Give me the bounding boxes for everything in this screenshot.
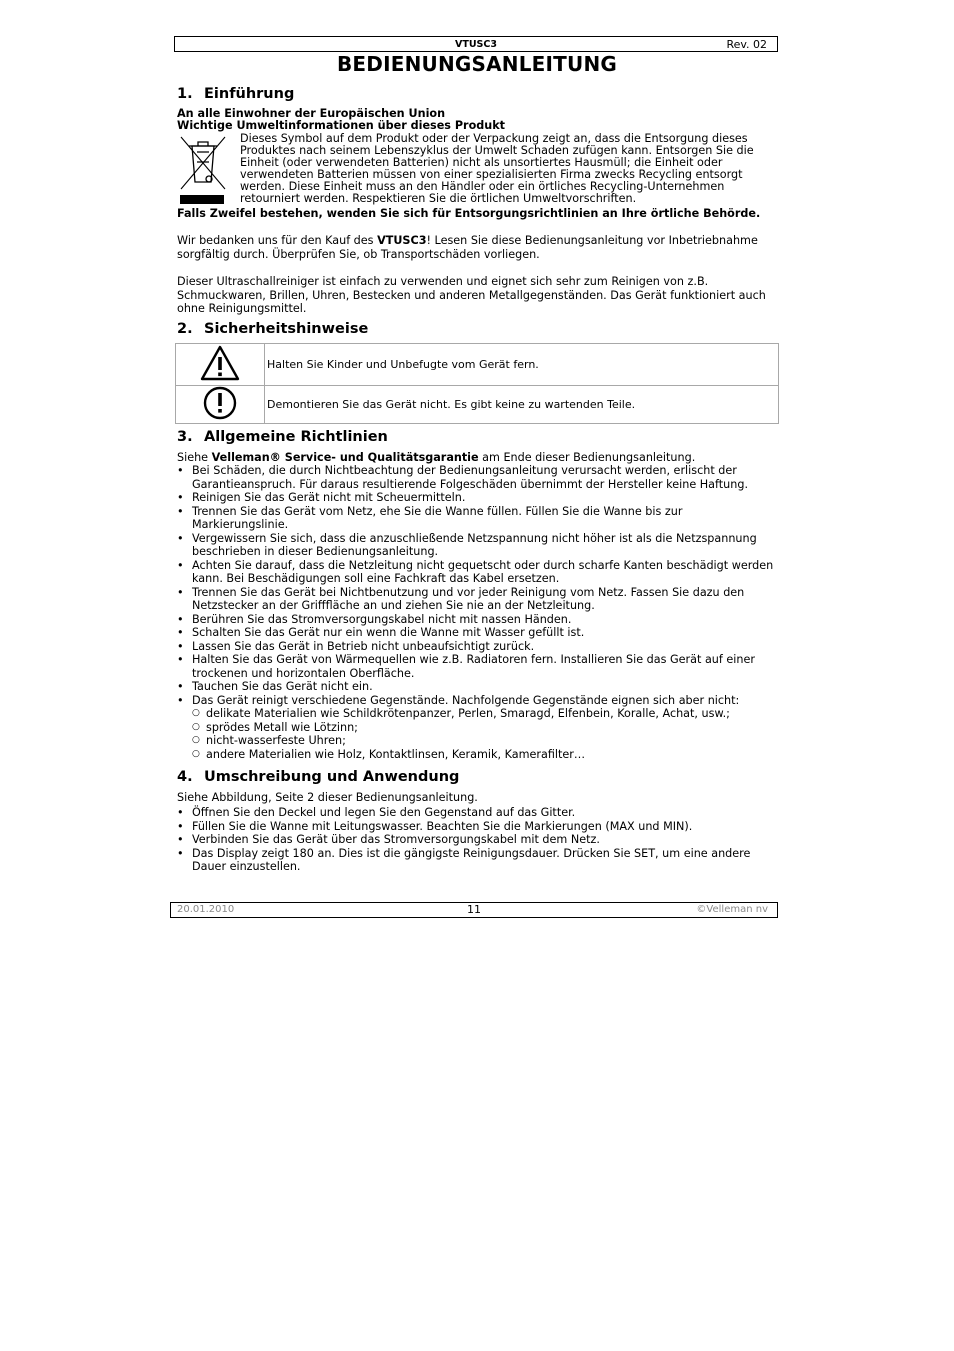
list-item: • Öffnen Sie den Deckel und legen Sie den Gegenstand auf das Gitter. [177,806,781,820]
sub-list-item: ○ andere Materialien wie Holz, Kontaktlinsen, Keramik, Kamerafilter… [192,748,781,762]
safety-row [176,344,779,386]
page-title: BEDIENUNGSANLEITUNG [336,52,618,76]
description-paragraph: Dieser Ultraschallreiniger ist einfach zu verwenden und eignet sich sehr zum Reinigen von z.B. Schmuckwaren, Brillen, Uhren, Bestecken und anderen Metallgegenständen. Das Gerät funktioniert auch ohne Reinigungsmittel. [177,275,766,315]
list-item: • Reinigen Sie das Gerät nicht mit Scheuermitteln. [177,491,781,505]
list-item: • Füllen Sie die Wanne mit Leitungswasser. Beachten Sie die Markierungen (MAX und MIN). [177,820,781,834]
thanks-model: VTUSC3 [377,234,427,247]
warning-triangle-icon [200,345,240,381]
list-item-text: Das Gerät reinigt verschiedene Gegenstände. Nachfolgende Gegenstände eignen sich aber nicht: [192,693,740,707]
footer-copyright: ©Velleman nv [696,904,768,915]
thanks-post: ! Lesen Sie diese Bedienungsanleitung vor Inbetriebnahme sorgfältig durch. Überprüfen Sie, ob Transportschäden vorliegen. [177,234,758,261]
list-item: • Vergewissern Sie sich, dass die anzuschließende Netzspannung nicht höher ist als die Netzspannung beschrieben in dieser Bedienungsanleitung. [177,532,781,559]
thanks-pre: Wir bedanken uns für den Kauf des [177,234,378,247]
intro-post: am Ende dieser Bedienungsanleitung. [478,451,696,464]
guidelines-list [177,464,781,761]
section-3-heading [177,429,388,445]
safety-icon-cell [176,386,265,424]
section-1-heading [177,86,294,102]
list-item: • Verbinden Sie das Gerät über das Stromversorgungskabel mit dem Netz. [177,833,781,847]
section-number: 2. [177,321,193,337]
weee-note: Falls Zweifel bestehen, wenden Sie sich für Entsorgungsrichtlinien an Ihre örtliche Behörde. [177,207,761,220]
sub-list-item: ○ sprödes Metall wie Lötzinn; [192,721,781,735]
safety-table [175,343,779,424]
header-revision: Rev. 02 [726,38,767,51]
section-4-heading [177,769,459,785]
safety-icon-cell [176,344,265,386]
section-2-heading [177,321,368,337]
list-item: • Schalten Sie das Gerät nur ein wenn die Wanne mit Wasser gefüllt ist. [177,626,781,640]
section-title: Umschreibung und Anwendung [204,769,460,785]
list-item: • Bei Schäden, die durch Nichtbeachtung der Bedienungsanleitung verursacht werden, erlischt der Garantieanspruch. Für daraus resultierende Folgeschäden übernimmt der Hersteller keine Haftung. [177,464,781,491]
list-item: • Lassen Sie das Gerät in Betrieb nicht unbeaufsichtigt zurück. [177,640,781,654]
usage-list [177,806,781,874]
list-item: • Trennen Sie das Gerät vom Netz, ehe Sie die Wanne füllen. Füllen Sie die Wanne bis zur Markierungslinie. [177,505,781,532]
guarantee-intro [177,451,777,465]
weee-title-2: Wichtige Umweltinformationen über dieses Produkt [177,119,506,132]
unsuitable-items-list [192,707,781,761]
section-title: Allgemeine Richtlinien [204,429,388,445]
sub-list-item: ○ nicht-wasserfeste Uhren; [192,734,781,748]
section-number: 4. [177,769,193,785]
safety-row [176,386,779,424]
section-number: 1. [177,86,193,102]
thanks-paragraph [177,234,777,261]
usage-intro: Siehe Abbildung, Seite 2 dieser Bedienungsanleitung. [177,791,478,804]
exclamation-circle-icon [202,386,238,420]
list-item: • Das Display zeigt 180 an. Dies ist die gängigste Reinigungsdauer. Drücken Sie SET, um eine andere Dauer einzustellen. [177,847,781,874]
list-item [177,694,781,762]
list-item: • Berühren Sie das Stromversorgungskabel nicht mit nassen Händen. [177,613,781,627]
page-footer [170,902,778,918]
list-item: • Trennen Sie das Gerät bei Nichtbenutzung und vor jeder Reinigung vom Netz. Fassen Sie dazu den Netzstecker an der Grifffläche an und ziehen Sie nie an der Netzleitung. [177,586,781,613]
page-header [174,36,778,52]
header-model: VTUSC3 [455,39,497,50]
safety-text: Demontieren Sie das Gerät nicht. Es gibt keine zu wartenden Teile. [265,386,779,424]
safety-text: Halten Sie Kinder und Unbefugte vom Gerät fern. [265,344,779,386]
list-item: • Halten Sie das Gerät von Wärmequellen wie z.B. Radiatoren fern. Installieren Sie das Gerät auf einer trockenen und horizontalen Oberfläche. [177,653,781,680]
list-item: • Achten Sie darauf, dass die Netzleitung nicht gequetscht oder durch scharfe Kanten beschädigt werden kann. Bei Beschädigungen soll eine Fachkraft das Kabel ersetzen. [177,559,781,586]
weee-bin-icon [178,134,228,206]
list-item: • Tauchen Sie das Gerät nicht ein. [177,680,781,694]
section-title: Einführung [204,86,295,102]
sub-list-item: ○ delikate Materialien wie Schildkrötenpanzer, Perlen, Smaragd, Elfenbein, Koralle, Achat, usw.; [192,707,781,721]
intro-bold: Velleman® Service- und Qualitätsgarantie [211,451,479,464]
weee-text: Dieses Symbol auf dem Produkt oder der Verpackung zeigt an, dass die Entsorgung dieses Produktes nach seinem Lebenszyklus der Umwelt Schaden zufügen kann. Entsorgen Sie die Einheit (oder verwendeten Batterien) nicht als unsortiertes Hausmüll; die Einheit oder verwendeten Batterien müssen von einer spezialisierten Firma zwecks Recycling entsorgt werden. Diese Einheit muss an den Händler oder ein örtliches Recycling-Unternehmen retourniert werden. Respektieren Sie die örtlichen Umweltvorschriften. [240,132,754,206]
section-title: Sicherheitshinweise [204,321,369,337]
section-number: 3. [177,429,193,445]
intro-pre: Siehe [177,451,212,464]
weee-title-1: An alle Einwohner der Europäischen Union [177,107,446,120]
footer-date: 20.01.2010 [177,904,235,915]
page-number: 11 [467,903,481,916]
